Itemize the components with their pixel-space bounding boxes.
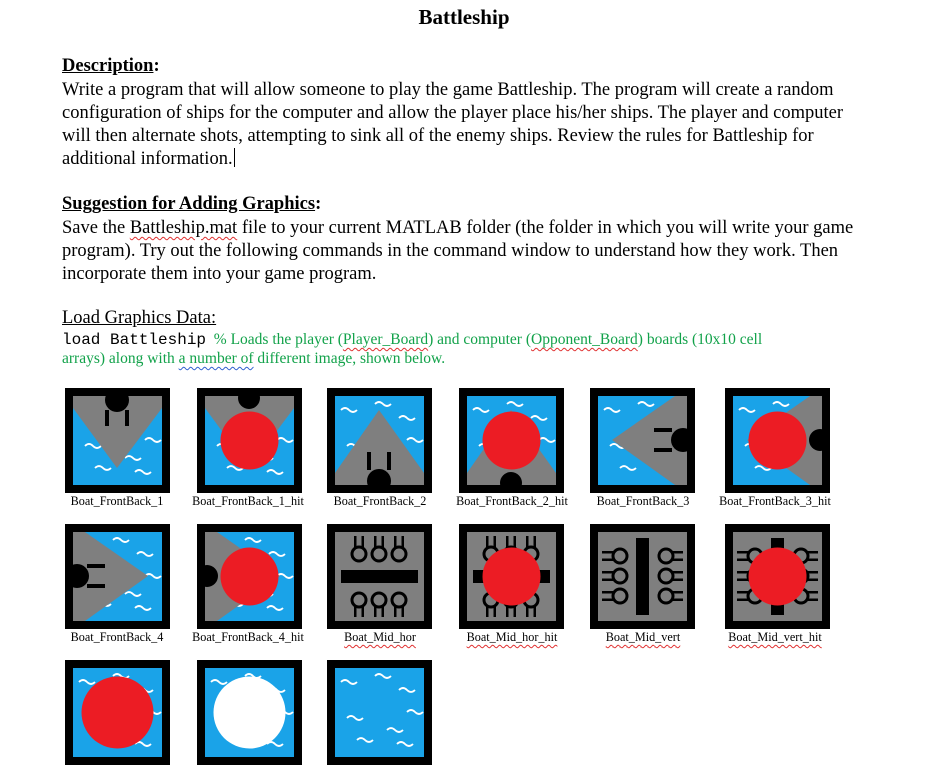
image-caption: Boat_Mid_vert_hit (728, 630, 822, 644)
image-caption: Boat_Mid_vert (605, 630, 681, 644)
page-title: Battleship (418, 5, 510, 29)
boat-side-hit-icon (725, 388, 830, 493)
graphics-heading: Suggestion for Adding Graphics: (62, 194, 322, 214)
hit-marker-icon (65, 660, 170, 765)
load-comment-line: arrays) along with a number of different image, shown below. (62, 350, 446, 367)
boat-front-icon (65, 388, 170, 493)
boat-mid-vertical-icon (590, 524, 695, 629)
image-caption: Boat_FrontBack_4 (70, 630, 164, 644)
player-board-ref: Player_Board (342, 331, 429, 348)
description-text: Write a program that will allow someone to play the game Battleship. The program will create a random configuration of ships for the computer and allow the player place his/her ships. The player and computer will then alternate shots, attempting to sink all of the enemy ships. Review the rules for Battleship for additional information. (62, 80, 844, 169)
image-caption: Boat_FrontBack_2_hit (456, 494, 568, 508)
image-caption: Boat_FrontBack_3_hit (719, 494, 831, 508)
image-caption: Boat_FrontBack_1 (70, 494, 164, 508)
boat-mid-horizontal-icon (327, 524, 432, 629)
boat-front-hit-icon (197, 388, 302, 493)
boat-mid-horizontal-hit-icon (459, 524, 564, 629)
load-command-line: load Battleship % Loads the player (Player_Board) and computer (Opponent_Board) boards (10x10 cell (62, 331, 763, 349)
description-heading: Description: (62, 56, 160, 76)
image-caption: Boat_FrontBack_2 (333, 494, 427, 508)
file-name: Battleship.mat (129, 218, 238, 238)
miss-marker-icon (197, 660, 302, 765)
text-cursor (234, 148, 235, 167)
boat-back-hit-icon (459, 388, 564, 493)
open-water-icon (327, 660, 432, 765)
boat-side-right-icon (65, 524, 170, 629)
load-heading: Load Graphics Data: (62, 308, 217, 328)
image-caption: Boat_FrontBack_1_hit (192, 494, 304, 508)
boat-side-right-hit-icon (197, 524, 302, 629)
boat-mid-vertical-hit-icon (725, 524, 830, 629)
boat-back-icon (327, 388, 432, 493)
image-caption: Boat_Mid_hor (344, 630, 416, 644)
image-caption: Boat_Mid_hor_hit (466, 630, 558, 644)
image-caption: Boat_FrontBack_4_hit (192, 630, 304, 644)
opponent-board-ref: Opponent_Board (531, 331, 638, 348)
graphics-text: Save the Battleship.mat file to your current MATLAB folder (the folder in which you will write your game program). Try out the following commands in the command window to understand how they work. Then incorporate them into your game program. (62, 218, 854, 284)
image-caption: Boat_FrontBack_3 (596, 494, 690, 508)
load-command: load Battleship (62, 331, 207, 349)
boat-side-icon (590, 388, 695, 493)
